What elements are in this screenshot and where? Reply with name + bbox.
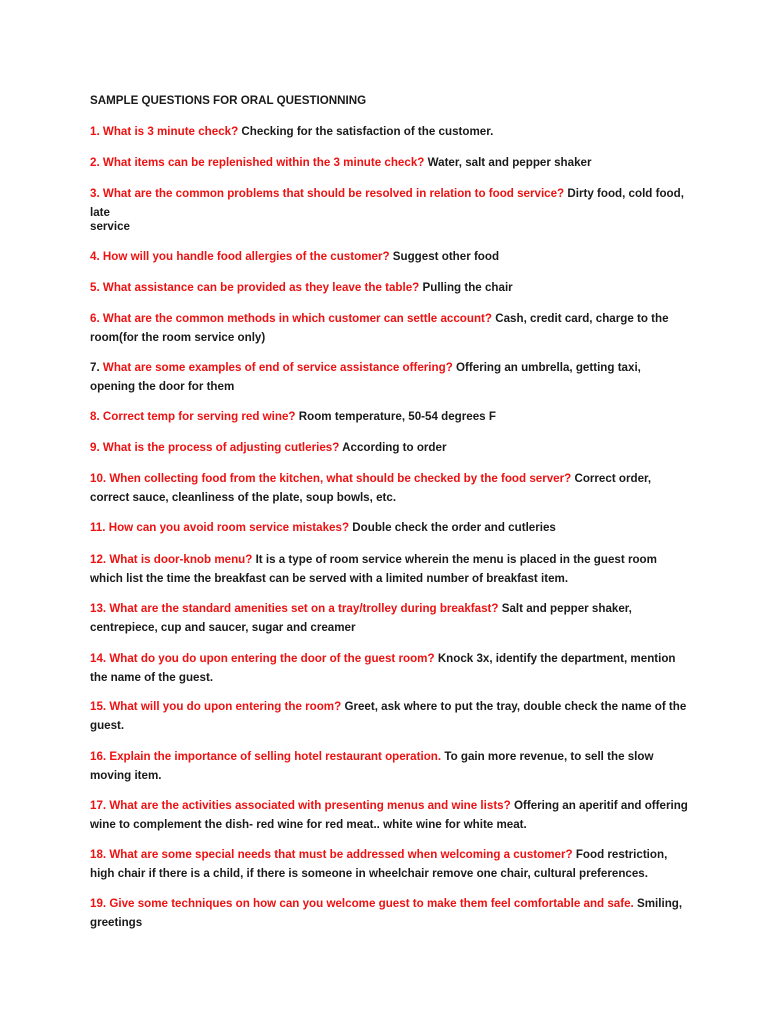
question-11: 11. How can you avoid room service mistakes? [90,521,350,534]
question-16: 16. Explain the importance of selling hotel restaurant operation. [90,750,442,763]
qa-item-2 [90,154,688,173]
question-10: 10. When collecting food from the kitchen, what should be checked by the food server? [90,472,572,485]
question-7-number: 7. [90,361,100,374]
qa-item-14 [90,650,688,687]
qa-item-8 [90,408,688,427]
answer-16: To gain more revenue, to sell the slow moving item. [90,750,654,782]
answer-6: Cash, credit card, charge to the room(for the room service only) [90,312,669,344]
question-1: 1. What is 3 minute check? [90,125,239,138]
answer-17: Offering an aperitif and offering wine to complement the dish- red wine for red meat.. white wine for white meat. [90,799,688,831]
qa-item-3 [90,185,688,222]
answer-8: Room temperature, 50-54 degrees F [298,410,496,423]
answer-3-continuation: service [90,220,130,233]
qa-item-13 [90,600,688,637]
qa-item-11 [90,519,688,538]
answer-13: Salt and pepper shaker, centrepiece, cup and saucer, sugar and creamer [90,602,632,634]
qa-item-1 [90,123,688,142]
qa-item-12 [90,551,688,588]
question-2: 2. What items can be replenished within the 3 minute check? [90,156,425,169]
question-4: 4. How will you handle food allergies of the customer? [90,250,390,263]
qa-item-10 [90,470,688,507]
answer-19: Smiling, greetings [90,897,683,929]
question-14: 14. What do you do upon entering the door of the guest room? [90,652,435,665]
question-7: What are some examples of end of service assistance offering? [102,361,453,374]
answer-3: Dirty food, cold food, late [90,187,684,219]
question-3: 3. What are the common problems that should be resolved in relation to food service? [90,187,565,200]
answer-11: Double check the order and cutleries [352,521,556,534]
answer-18: Food restriction, high chair if there is a child, if there is someone in wheelchair remove one chair, cultural preferences. [90,848,668,880]
question-5: 5. What assistance can be provided as they leave the table? [90,281,420,294]
qa-item-16 [90,748,688,785]
answer-15: Greet, ask where to put the tray, double check the name of the guest. [90,700,687,732]
document-title: SAMPLE QUESTIONS FOR ORAL QUESTIONNING [90,94,367,107]
qa-item-6 [90,310,688,347]
qa-item-4 [90,248,688,267]
answer-5: Pulling the chair [422,281,513,294]
question-15: 15. What will you do upon entering the room? [90,700,342,713]
qa-item-19 [90,895,688,932]
answer-7: Offering an umbrella, getting taxi, opening the door for them [90,361,641,393]
answer-14: Knock 3x, identify the department, mention the name of the guest. [90,652,676,684]
qa-item-17 [90,797,688,834]
question-17: 17. What are the activities associated with presenting menus and wine lists? [90,799,511,812]
answer-4: Suggest other food [392,250,500,263]
question-13: 13. What are the standard amenities set on a tray/trolley during breakfast? [90,602,499,615]
qa-item-7 [90,359,688,396]
answer-1: Checking for the satisfaction of the customer. [241,125,494,138]
answer-12: It is a type of room service wherein the menu is placed in the guest room which list the time the breakfast can be served with a limited number of breakfast item. [90,553,657,585]
qa-item-15 [90,698,688,735]
qa-item-9 [90,439,688,458]
qa-item-5 [90,279,688,298]
answer-10: Correct order, correct sauce, cleanliness of the plate, soup bowls, etc. [90,472,652,504]
question-18: 18. What are some special needs that must be addressed when welcoming a customer? [90,848,573,861]
question-8: 8. Correct temp for serving red wine? [90,410,296,423]
answer-9: According to order [342,441,447,454]
question-19: 19. Give some techniques on how can you welcome guest to make them feel comfortable and safe. [90,897,634,910]
qa-item-18 [90,846,688,883]
answer-2: Water, salt and pepper shaker [427,156,592,169]
question-12: 12. What is door-knob menu? [90,553,253,566]
question-6: 6. What are the common methods in which customer can settle account? [90,312,492,325]
question-9: 9. What is the process of adjusting cutleries? [90,441,340,454]
